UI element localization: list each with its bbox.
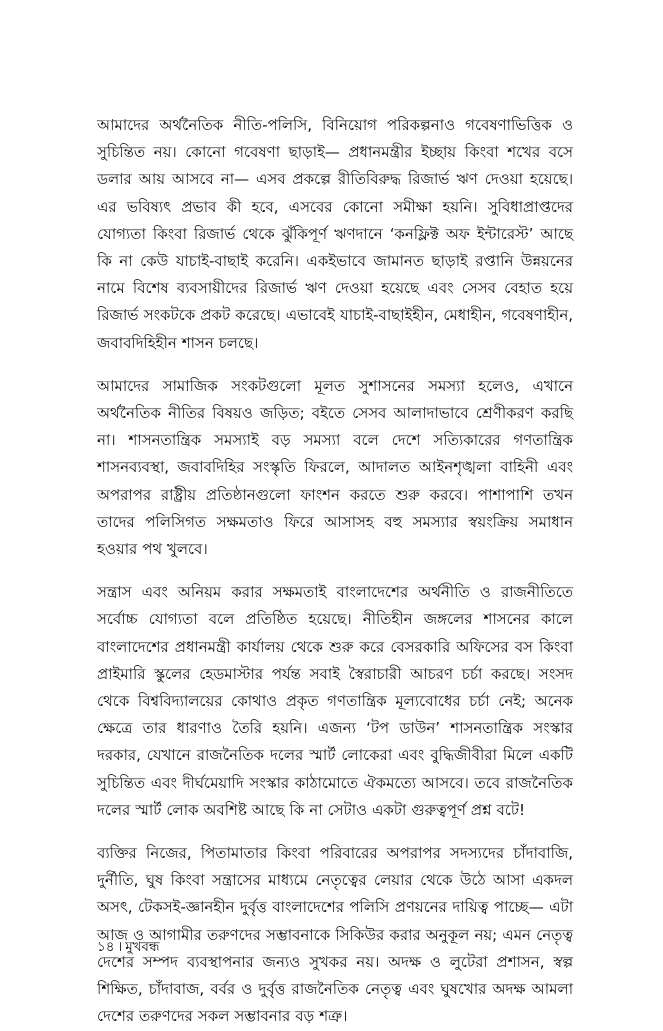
page-footer <box>97 938 573 958</box>
page-number: ১৪ <box>97 940 115 955</box>
footer-separator: । <box>117 940 123 955</box>
body-paragraph-4: ব্যক্তির নিজের, পিতামাতার কিংবা পরিবারের অপরাপর সদস্যদের চাঁদাবাজি, দুর্নীতি, ঘুষ কিংবা সন্ত্রাসের মাধ্যমে নেতৃত্বের লেয়ার থেকে উঠে আসা একদল অসৎ, টেকসই-জ্ঞানহীন দুর্বৃত্ত বাংলাদেশের পলিসি প্রণয়নের দায়িত্ব পাচ্ছে— এটা আজ ও আগামীর তরুণদের সম্ভাবনাকে সিকিউর করার অনুকূল নয়; এমন নেতৃত্ব দেশের সম্পদ ব্যবস্থাপনার জন্যও সুখকর নয়। অদক্ষ ও লুটেরা প্রশাসন, স্বল্প শিক্ষিত, চাঁদাবাজ, বর্বর ও দুর্বৃত্ত রাজনৈতিক নেতৃত্ব এবং ঘুষখোর অদক্ষ আমলা দেশের তরুণদের সকল সম্ভাবনার বড় শত্রু। <box>97 844 573 1026</box>
body-paragraph-1: আমাদের অর্থনৈতিক নীতি-পলিসি, বিনিয়োগ পরিকল্পনাও গবেষণাভিত্তিক ও সুচিন্তিত নয়। কোনো গবেষণা ছাড়াই— প্রধানমন্ত্রীর ইচ্ছায় কিংবা শখের বসে ডলার আয় আসবে না— এসব প্রকল্পে রীতিবিরুদ্ধ রিজার্ভ ঋণ দেওয়া হয়েছে। এর ভবিষ্যৎ প্রভাব কী হবে, এসবের কোনো সমীক্ষা হয়নি। সুবিধাপ্রাপ্তদের যোগ্যতা কিংবা রিজার্ভ থেকে ঝুঁকিপূর্ণ ঋণদানে ‘কনফ্লিক্ট অফ ইন্টারেস্ট’ আছে কি না কেউ যাচাই-বাছাই করেনি। একইভাবে জামানত ছাড়াই রপ্তানি উন্নয়নের নামে বিশেষ ব্যবসায়ীদের রিজার্ভ ঋণ দেওয়া হয়েছে এবং সেসব বেহাত হয়ে রিজার্ভ সংকটকে প্রকট করেছে। এভাবেই যাচাই-বাছাইহীন, মেধাহীন, গবেষণাহীন, জবাবদিহিহীন শাসন চলছে। <box>97 116 573 352</box>
body-paragraph-2: আমাদের সামাজিক সংকটগুলো মূলত সুশাসনের সমস্যা হলেও, এখানে অর্থনৈতিক নীতির বিষয়ও জড়িত; বইতে সেসব আলাদাভাবে শ্রেণীকরণ করছি না। শাসনতান্ত্রিক সমস্যাই বড় সমস্যা বলে দেশে সত্যিকারের গণতান্ত্রিক শাসনব্যবস্থা, জবাবদিহির সংস্কৃতি ফিরলে, আদালত আইনশৃঙ্খলা বাহিনী এবং অপরাপর রাষ্ট্রীয় প্রতিষ্ঠানগুলো ফাংশন করতে শুরু করবে। পাশাপাশি তখন তাদের পলিসিগত সক্ষমতাও ফিরে আসাসহ বহু সমস্যার স্বয়ংক্রিয় সমাধান হওয়ার পথ খুলবে। <box>97 376 573 559</box>
footer-section-label: মুখবন্ধ <box>125 940 160 955</box>
page-text-block <box>97 112 573 1031</box>
body-paragraph-3: সন্ত্রাস এবং অনিয়ম করার সক্ষমতাই বাংলাদেশের অর্থনীতি ও রাজনীতিতে সর্বোচ্চ যোগ্যতা বলে প্রতিষ্ঠিত হয়েছে। নীতিহীন জঙ্গলের শাসনের কালে বাংলাদেশের প্রধানমন্ত্রী কার্যালয় থেকে শুরু করে বেসরকারি অফিসের বস কিংবা প্রাইমারি স্কুলের হেডমাস্টার পর্যন্ত সবাই স্বৈরাচারী আচরণ চর্চা করছে। সংসদ থেকে বিশ্ববিদ্যালয়ের কোথাও প্রকৃত গণতান্ত্রিক মূল্যবোধের চর্চা নেই; অনেক ক্ষেত্রে তার ধারণাও তৈরি হয়নি। এজন্য ‘টপ ডাউন’ শাসনতান্ত্রিক সংস্কার দরকার, যেখানে রাজনৈতিক দলের স্মার্ট লোকেরা এবং বুদ্ধিজীবীরা মিলে একটি সুচিন্তিত এবং দীর্ঘমেয়াদি সংস্কার কাঠামোতে ঐকমত্যে আসবে। তবে রাজনৈতিক দলের স্মার্ট লোক অবশিষ্ট আছে কি না সেটাও একটা গুরুত্বপূর্ণ প্রশ্ন বটে! <box>97 583 573 819</box>
